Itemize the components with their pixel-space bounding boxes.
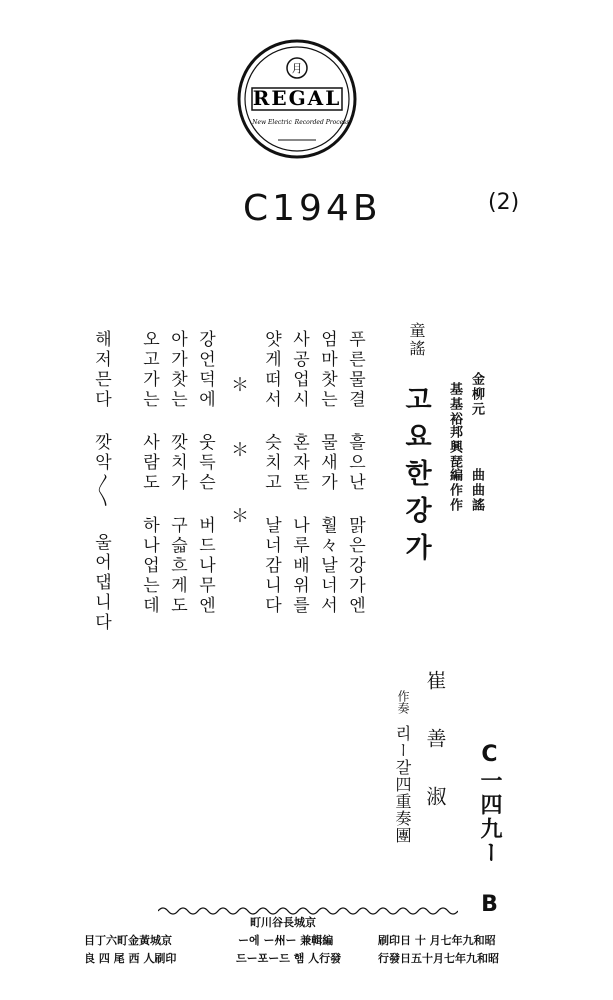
imprint-editor: 編輯兼 ー州ー 에ー	[238, 934, 334, 947]
lyric-line: 강언덕에 웃득슨 버드나무엔	[195, 330, 215, 616]
imprint-printer: 印刷人 西 尾 四 良	[84, 952, 177, 965]
lyric-line: 해저믄다 깟악〳〵 울어댑니다	[91, 330, 111, 633]
catalog-number: C194B	[243, 188, 382, 229]
credit-names-2: 基基裕	[447, 382, 462, 427]
separator-star-icon: ＊	[231, 375, 249, 396]
imprint-publish-date: 昭和九年七月十五日發行	[378, 952, 499, 965]
genre-label: 童謠	[407, 322, 426, 358]
credit-names-3: 邦興琵	[447, 425, 462, 470]
lyric-line: 아가찻는 깟치가 구슯흐게도	[167, 330, 187, 616]
imprint-print-date: 昭和九年七月 十 日印刷	[378, 934, 496, 947]
singer-name: 崔善淑	[423, 670, 447, 844]
song-title: 고요한강가	[400, 385, 431, 570]
separator-star-icon: ＊	[231, 440, 249, 461]
credit-names-1: 金柳元	[469, 372, 484, 417]
lyric-line: 푸른물결 흘으난 맑은강가엔	[345, 330, 365, 616]
separator-star-icon: ＊	[231, 506, 249, 527]
lyric-line: 얏게떠서 슷치고 날너감니다	[261, 330, 281, 616]
performer-label: 作奏	[396, 690, 410, 714]
lyric-line: 오고가는 사람도 하나업는데	[139, 330, 159, 616]
moon-char: 月	[291, 62, 303, 75]
logo-brand: REGAL	[252, 86, 342, 110]
credit-roles-2: 曲曲謠	[469, 468, 484, 513]
logo-right-text: Recorded Process	[294, 119, 350, 126]
logo-left-text: New Electric	[252, 119, 292, 126]
regal-logo	[236, 38, 358, 160]
page-number: (2)	[488, 190, 520, 215]
lyric-line: 사공업시 혼자뜬 나루배위를	[289, 330, 309, 616]
performer-name: 리ー갈四重奏團	[393, 725, 412, 844]
imprint-publisher: 發行人 햄 드ー포ー드	[236, 952, 342, 965]
imprint-editor-address: 京城長谷川町	[250, 916, 316, 929]
imprint-printer-address: 京城黃金町六丁目	[84, 934, 172, 947]
disc-number: C一四九ー B	[477, 742, 502, 919]
credit-roles-1: 編作作	[447, 468, 462, 513]
lyric-line: 엄마찻는 물새가 훨々날너서	[317, 330, 337, 616]
